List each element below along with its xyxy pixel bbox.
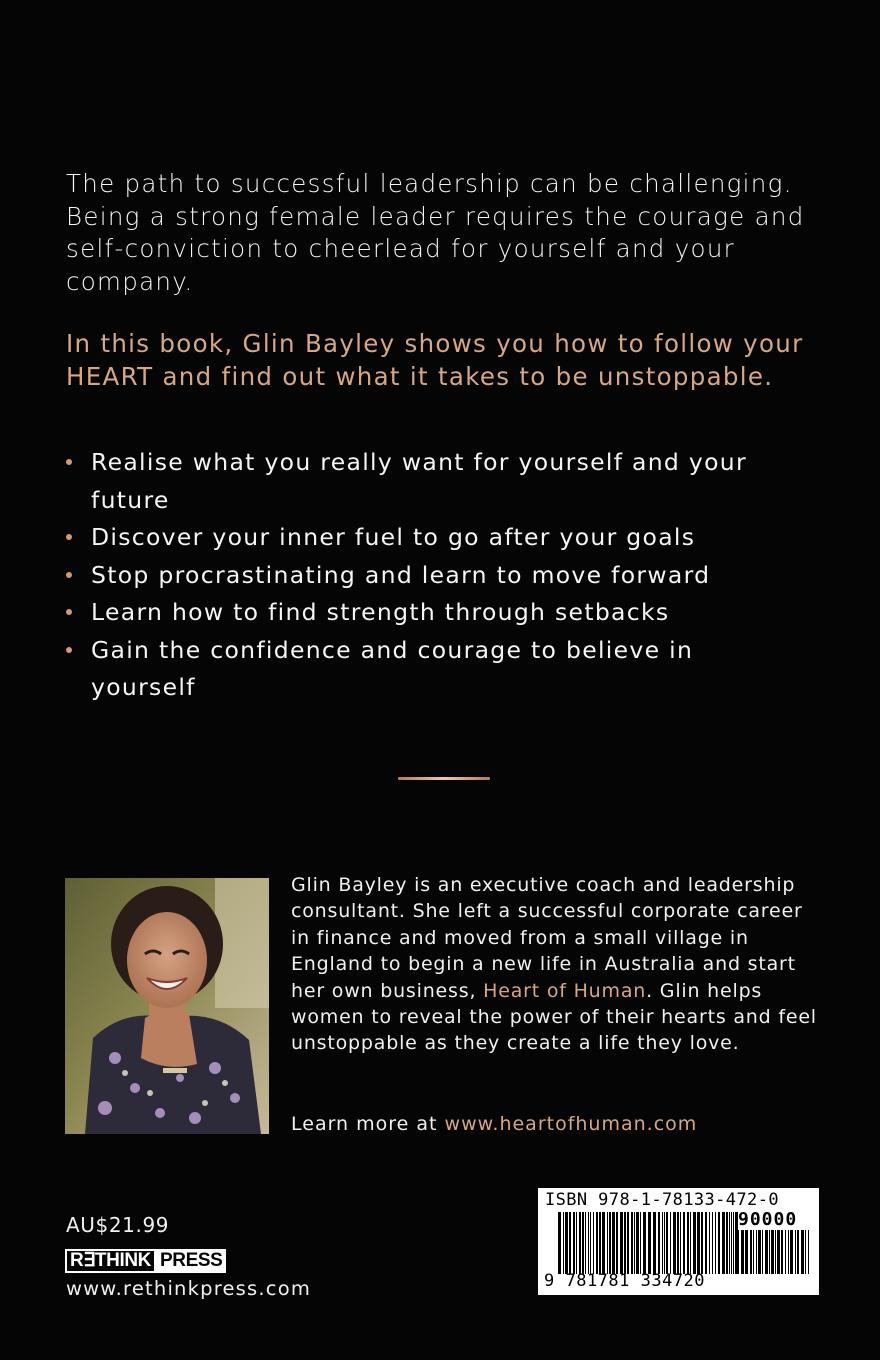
- barcode-bar: [680, 1212, 681, 1274]
- list-item: [66, 519, 786, 557]
- isbn-barcode: [538, 1188, 819, 1295]
- barcode-bar: [769, 1230, 770, 1274]
- addon-digits: 90000: [738, 1209, 798, 1230]
- section-divider: [398, 777, 490, 780]
- barcode-bar: [771, 1230, 774, 1274]
- barcode-bar: [643, 1212, 646, 1274]
- addon-barcode-bars: [736, 1230, 812, 1274]
- barcode-bar: [662, 1212, 663, 1274]
- barcode-bar: [670, 1212, 671, 1274]
- barcode-bar: [808, 1230, 809, 1274]
- list-item: [66, 632, 786, 707]
- barcode-bar: [607, 1212, 608, 1274]
- bullet-dot-icon: [66, 647, 72, 653]
- barcode-bar: [718, 1212, 720, 1274]
- list-item-text: Stop procrastinating and learn to move forward: [91, 560, 711, 589]
- barcode-bar: [569, 1212, 571, 1274]
- barcode-bar: [736, 1230, 739, 1274]
- barcode-bar: [620, 1212, 623, 1274]
- author-bio-text-end: . Glin helps women to reveal the power of their hearts and feel unstoppable as they create a life they love.: [291, 979, 817, 1055]
- author-photo: [65, 878, 269, 1134]
- barcode-bar: [563, 1212, 564, 1274]
- barcode-bar: [558, 1212, 561, 1274]
- benefits-list: [66, 444, 786, 707]
- barcode-bar: [801, 1230, 804, 1274]
- barcode-bar: [745, 1230, 748, 1274]
- barcode-bar: [705, 1212, 707, 1274]
- bullet-dot-icon: [66, 609, 72, 615]
- barcode-bar: [579, 1212, 581, 1274]
- pitch-paragraph: In this book, Glin Bayley shows you how to follow your HEART and find out what it takes to be unstoppable.: [66, 329, 804, 391]
- barcode-bar: [750, 1230, 752, 1274]
- barcode-bar: [781, 1230, 783, 1274]
- barcode-bar: [640, 1212, 641, 1274]
- publisher-logo: [65, 1249, 226, 1273]
- barcode-bar: [753, 1230, 754, 1274]
- barcode-bar: [690, 1212, 691, 1274]
- barcode-bar: [616, 1212, 618, 1274]
- publisher-logo-boxed-text: R∃THINK: [65, 1249, 156, 1273]
- barcode-bar: [788, 1230, 789, 1274]
- barcode-bar: [596, 1212, 598, 1274]
- barcode-bar: [785, 1230, 786, 1274]
- barcode-bar: [590, 1212, 591, 1274]
- barcode-bar: [697, 1212, 700, 1274]
- barcode-bar: [658, 1212, 660, 1274]
- list-item: [66, 444, 786, 519]
- list-item: [66, 557, 786, 595]
- barcode-bar: [602, 1212, 605, 1274]
- barcode-bar: [585, 1212, 586, 1274]
- bullet-dot-icon: [66, 572, 72, 578]
- isbn-label: ISBN 978-1-78133-472-0: [545, 1190, 779, 1210]
- barcode-bar: [712, 1212, 713, 1274]
- barcode-bar: [693, 1212, 696, 1274]
- barcode-bar: [573, 1212, 575, 1274]
- list-item-text: Realise what you really want for yourself and your future: [91, 448, 747, 514]
- list-item-text: Learn how to find strength through setbacks: [91, 598, 670, 626]
- business-name: Heart of Human: [483, 979, 647, 1002]
- barcode-bar: [593, 1212, 594, 1274]
- barcode-bar: [677, 1212, 679, 1274]
- bullet-dot-icon: [66, 459, 72, 465]
- barcode-bar: [731, 1212, 732, 1274]
- bullet-dot-icon: [66, 534, 72, 540]
- barcode-bar: [756, 1230, 757, 1274]
- barcode-bar: [624, 1212, 626, 1274]
- barcode-bar: [722, 1212, 725, 1274]
- barcode-bar: [565, 1212, 568, 1274]
- barcode-bar: [631, 1212, 633, 1274]
- barcode-bar: [666, 1212, 668, 1274]
- ean-barcode-bars: [558, 1212, 738, 1274]
- barcode-bar: [775, 1230, 776, 1274]
- barcode-bar: [795, 1230, 796, 1274]
- author-bio-text: Glin Bayley is an executive coach and leadership consultant. She left a successful corporate career in finance and moved from a small village in England to begin a new life in Australia and start her own business,: [291, 874, 803, 1002]
- barcode-bar: [687, 1212, 689, 1274]
- author-portrait-illustration: [65, 878, 269, 1134]
- barcode-bar: [709, 1212, 710, 1274]
- barcode-bar: [683, 1212, 685, 1274]
- publisher-website-link[interactable]: www.rethinkpress.com: [66, 1277, 312, 1300]
- author-bio: [291, 872, 821, 1057]
- barcode-bar: [653, 1212, 656, 1274]
- barcode-bar: [733, 1212, 734, 1274]
- barcode-bar: [762, 1230, 763, 1274]
- learn-more: [291, 1110, 821, 1138]
- barcode-bar: [648, 1212, 651, 1274]
- barcode-bar: [582, 1212, 584, 1274]
- barcode-bar: [612, 1212, 615, 1274]
- barcode-bar: [673, 1212, 676, 1274]
- barcode-bar: [797, 1230, 799, 1274]
- barcode-bar: [664, 1212, 665, 1274]
- intro-paragraph: The path to successful leadership can be challenging. Being a strong female leader requires the courage and self-conviction to cheerlead for yourself and your company.: [66, 169, 805, 296]
- barcode-bar: [715, 1212, 716, 1274]
- barcode-bar: [599, 1212, 601, 1274]
- list-item: [66, 594, 786, 632]
- barcode-bar: [576, 1212, 577, 1274]
- barcode-bar: [701, 1212, 703, 1274]
- barcode-bar: [790, 1230, 793, 1274]
- ean-digits: 9 781781 334720: [544, 1271, 706, 1291]
- author-website-link[interactable]: www.heartofhuman.com: [444, 1113, 698, 1135]
- price-label: AU$21.99: [66, 1213, 170, 1237]
- publisher-logo-solid-text: PRESS: [156, 1249, 226, 1273]
- barcode-bar: [588, 1212, 589, 1274]
- list-item-text: Gain the confidence and courage to believe in yourself: [91, 635, 694, 701]
- list-item-text: Discover your inner fuel to go after your goals: [91, 523, 696, 551]
- barcode-bar: [636, 1212, 639, 1274]
- learn-more-prefix: Learn more at: [291, 1113, 445, 1135]
- barcode-bar: [627, 1212, 629, 1274]
- barcode-bar: [729, 1212, 730, 1274]
- barcode-bar: [805, 1230, 806, 1274]
- barcode-bar: [609, 1212, 611, 1274]
- barcode-bar: [765, 1230, 768, 1274]
- barcode-bar: [777, 1230, 780, 1274]
- barcode-bar: [758, 1230, 761, 1274]
- barcode-bar: [741, 1230, 744, 1274]
- barcode-bar: [726, 1212, 728, 1274]
- barcode-bar: [634, 1212, 635, 1274]
